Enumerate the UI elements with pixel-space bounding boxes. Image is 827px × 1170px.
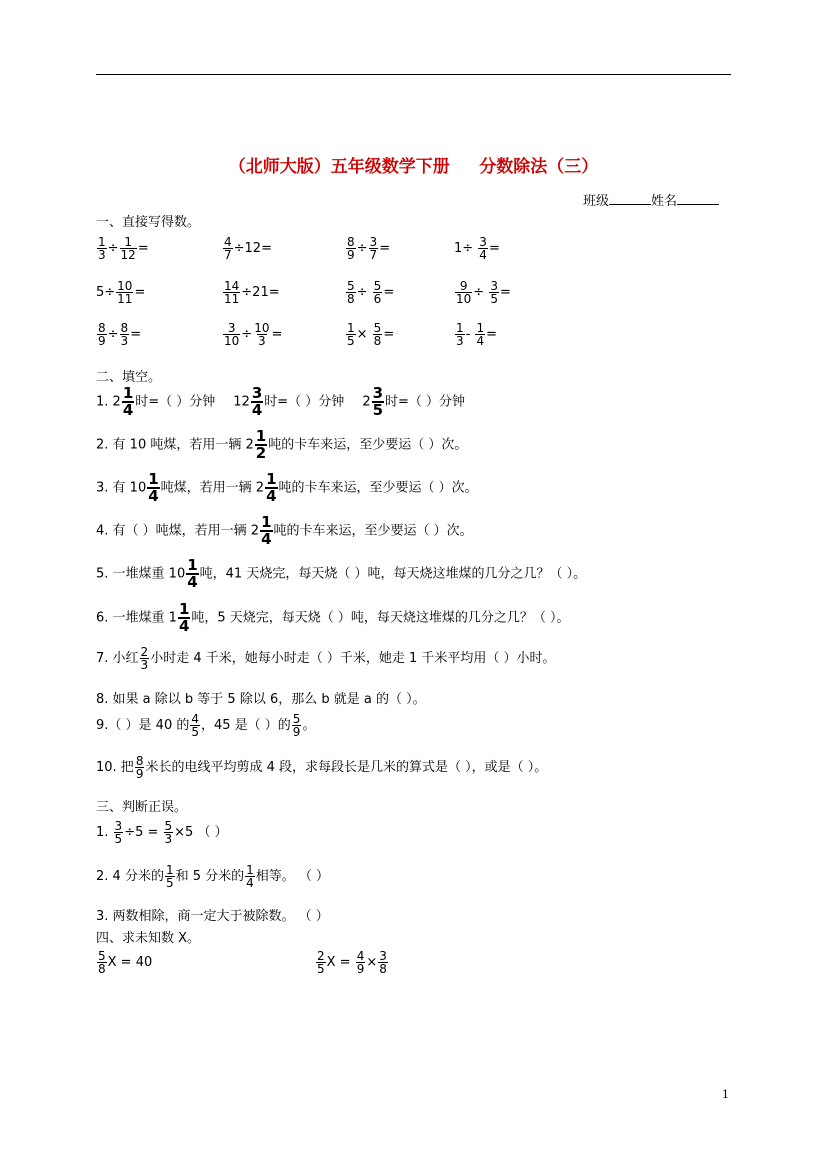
section-1-heading: 一、直接写得数。 <box>96 215 201 230</box>
header-rule <box>96 74 731 75</box>
calc-item: $\frac{1}{5}$ × $\frac{5}{8}$ = <box>347 321 395 348</box>
fill-q4: 4. 有（ ）吨煤，若用一辆 2 $\frac{1}{4}$ 吨的卡车来运，至少要运（ ）次。 <box>96 513 473 548</box>
page-number: 1 <box>722 1088 729 1101</box>
page-title: （北师大版）五年级数学下册 分数除法（三） <box>228 157 599 177</box>
calc-item: $\frac{1}{3}$ ÷ $\frac{1}{12}$ = <box>98 235 149 262</box>
class-name-line <box>583 190 719 209</box>
solve-e1: $\frac{5}{8}$ X = 40 <box>98 949 153 976</box>
name-label: 姓名 <box>651 194 678 209</box>
fill-q8: 8. 如果 a 除以 b 等于 5 除以 6，那么 b 就是 a 的（ ）。 <box>96 692 426 707</box>
calc-item: $\frac{8}{9}$ ÷ $\frac{3}{7}$ = <box>347 235 391 262</box>
calc-item: $\frac{14}{11}$ ÷21= <box>224 279 280 306</box>
judge-j3: 3. 两数相除，商一定大于被除数。 （ ） <box>96 909 329 924</box>
fill-q3: 3. 有 10 $\frac{1}{4}$ 吨煤，若用一辆 2 $\frac{1}{4}$ 吨的卡车来运，至少要运（ ）次。 <box>96 470 478 505</box>
fill-q2: 2. 有 10 吨煤，若用一辆 2 $\frac{1}{2}$ 吨的卡车来运，至少要运（ ）次。 <box>96 427 468 462</box>
name-blank[interactable] <box>677 193 719 205</box>
calc-item: $\frac{3}{10}$ ÷ $\frac{10}{3}$ = <box>224 321 283 348</box>
calc-item: $\frac{4}{7}$ ÷12= <box>224 235 272 262</box>
fill-q10: 10. 把 $\frac{8}{9}$ 米长的电线平均剪成 4 段，求每段长是几米的算式是（ ），或是（ ）。 <box>96 754 548 781</box>
calc-item: $\frac{8}{9}$ ÷ $\frac{8}{3}$ = <box>98 321 142 348</box>
section-3-heading: 三、判断正误。 <box>96 800 188 815</box>
class-label: 班级 <box>583 194 610 209</box>
judge-j2: 2. 4 分米的 $\frac{1}{5}$ 和 5 分米的 $\frac{1}{4}$ 相等。 （ ） <box>96 863 330 890</box>
calc-item: $\frac{9}{10}$ ÷ $\frac{3}{5}$ = <box>456 279 511 306</box>
fill-q6: 6. 一堆煤重 1 $\frac{1}{4}$ 吨，5 天烧完，每天烧（ ）吨，每天烧这堆煤的几分之几？（ ）。 <box>96 600 570 635</box>
calc-item: $\frac{1}{3}$ - $\frac{1}{4}$ = <box>456 321 498 348</box>
calc-item: 1÷ $\frac{3}{4}$ = <box>454 235 500 262</box>
class-blank[interactable] <box>609 193 651 205</box>
judge-j1: 1. $\frac{3}{5}$ ÷5 = $\frac{5}{3}$ ×5 （ ） <box>96 819 228 846</box>
section-2-heading: 二、填空。 <box>96 370 162 385</box>
solve-e2: $\frac{2}{5}$ X = $\frac{4}{9}$ × $\frac{3}{8}$ <box>317 949 387 976</box>
calc-item: $\frac{5}{8}$ ÷ $\frac{5}{6}$ = <box>347 279 395 306</box>
fill-q9: 9.（ ）是 40 的 $\frac{4}{5}$ ，45 是（ ）的 $\frac{5}{9}$ 。 <box>96 712 316 739</box>
fill-q5: 5. 一堆煤重 10 $\frac{1}{4}$ 吨，41 天烧完，每天烧（ ）吨，每天烧这堆煤的几分之几？（ ）。 <box>96 556 587 591</box>
fill-q1: 1. 2 $\frac{1}{4}$ 时=（ ）分钟 12 $\frac{3}{4}$ 时=（ ）分钟 2 $\frac{3}{5}$ 时=（ ）分钟 <box>96 384 466 419</box>
section-4-heading: 四、求未知数 X。 <box>96 931 201 946</box>
calc-item: 5÷ $\frac{10}{11}$ = <box>96 279 146 306</box>
fill-q7: 7. 小红 $\frac{2}{3}$ 小时走 4 千米，她每小时走（ ）千米，她走 1 千米平均用（ ）小时。 <box>96 645 556 672</box>
